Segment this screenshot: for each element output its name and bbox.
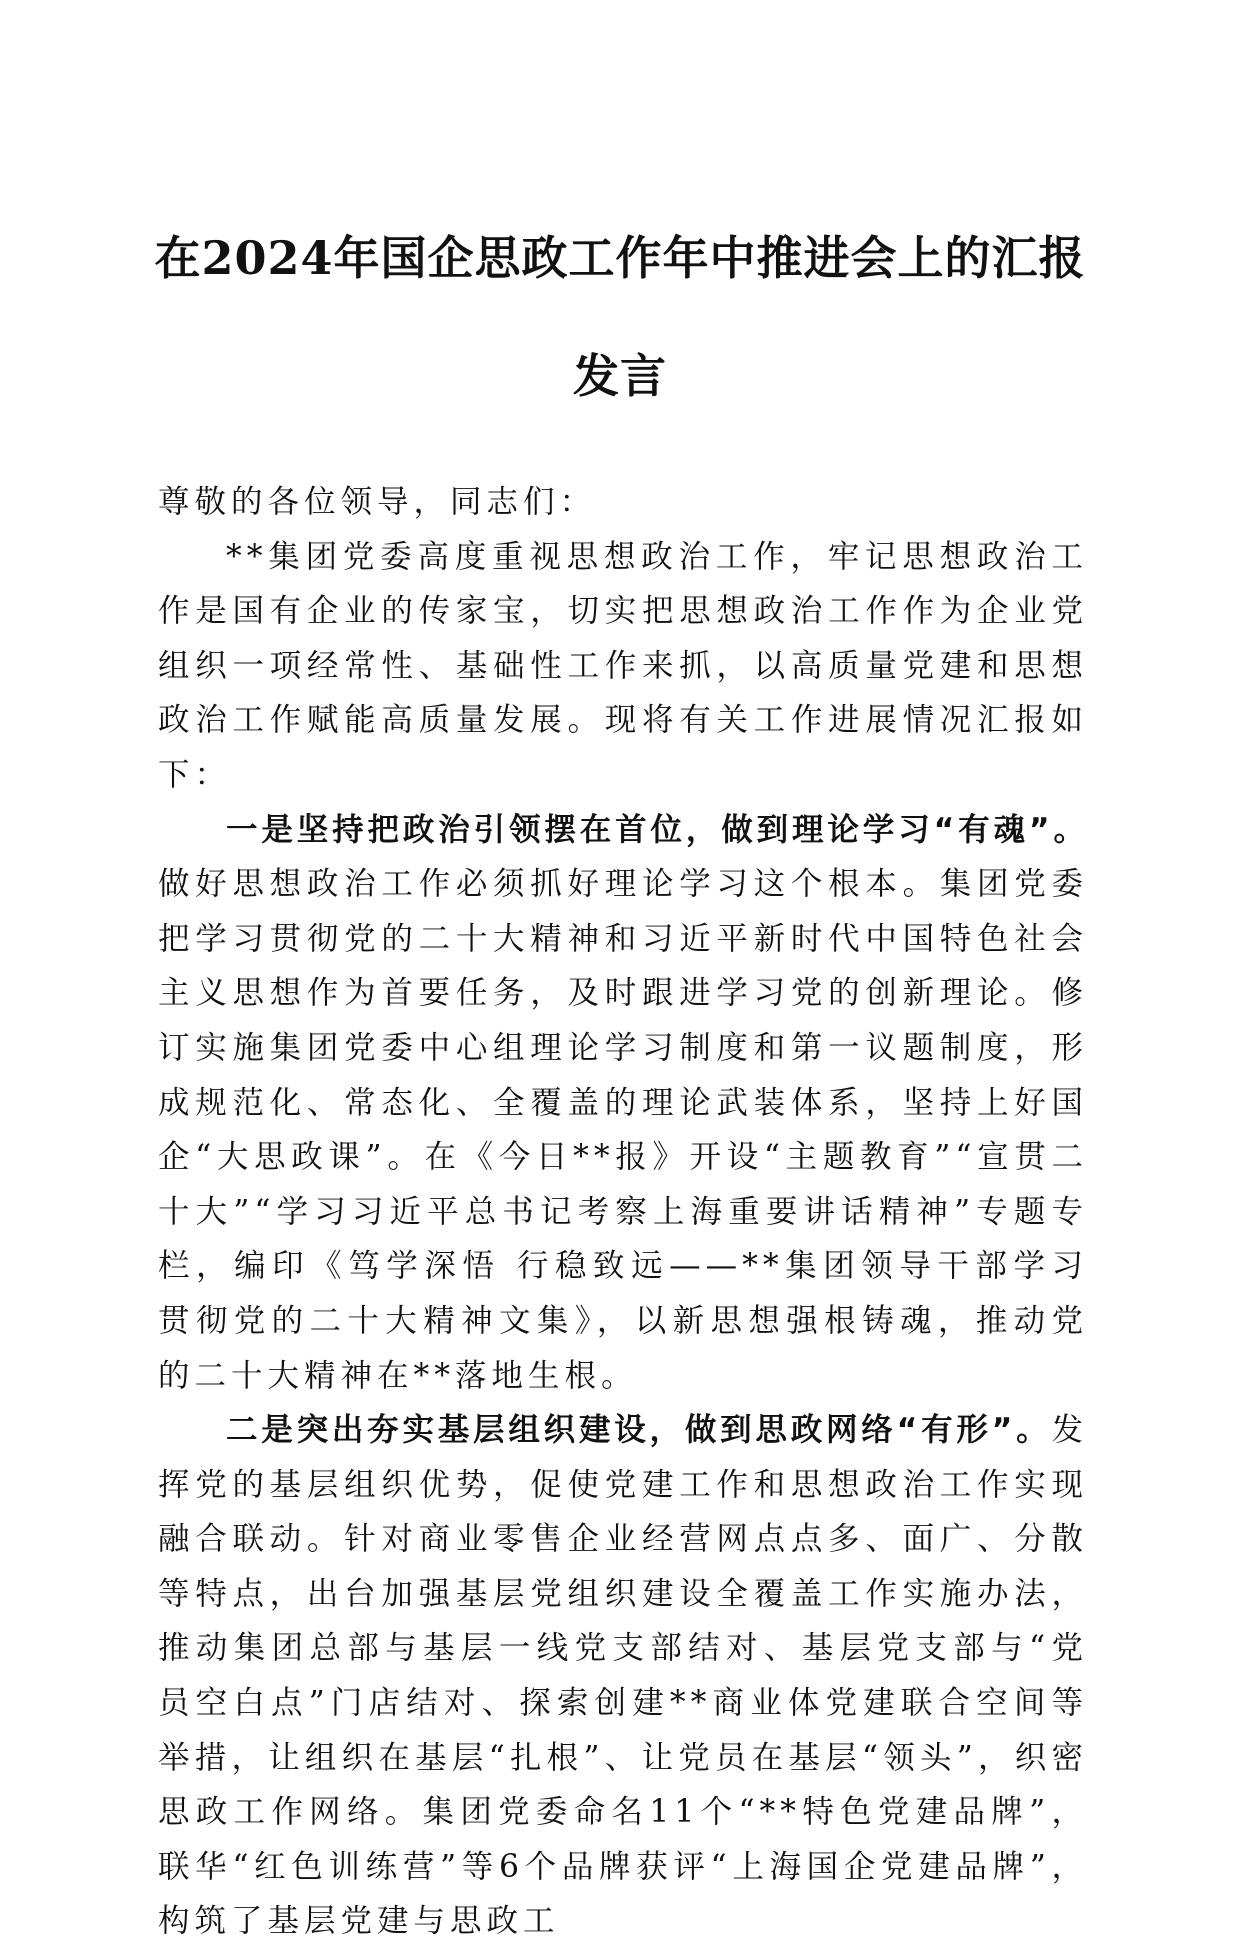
intro-paragraph	[158, 530, 1088, 803]
document-body	[158, 475, 1088, 1949]
paragraph-text: **集团党委高度重视思想政治工作，牢记思想政治工作是国有企业的传家宝，切实把思想政治工作作为企业党组织一项经常性、基础性工作来抓，以高质量党建和思想政治工作赋能高质量发展。现将有关工作进展情况汇报如下：	[158, 538, 1088, 793]
section-1-paragraph	[158, 803, 1088, 1404]
document-title-line-2: 发言	[573, 349, 667, 403]
section-2-text: 发挥党的基层组织优势，促使党建工作和思想政治工作实现融合联动。针对商业零售企业经营网点点多、面广、分散等特点，出台加强基层党组织建设全覆盖工作实施办法，推动集团总部与基层一线党支部结对、基层党支部与“党员空白点”门店结对、探索创建**商业体党建联合空间等举措，让组织在基层“扎根”、让党员在基层“领头”，织密思政工作网络。集团党委命名11个“**特色党建品牌”，联华“红色训练营”等6个品牌获评“上海国企党建品牌”，构筑了基层党建与思政工	[158, 1412, 1088, 1940]
section-1-heading: 一是坚持把政治引领摆在首位，做到理论学习“有魂”。	[226, 811, 1088, 848]
salutation: 尊敬的各位领导，同志们：	[158, 484, 597, 520]
document-title-line-1: 在2024年国企思政工作年中推进会上的汇报	[154, 231, 1086, 285]
section-1-text: 做好思想政治工作必须抓好理论学习这个根本。集团党委把学习贯彻党的二十大精神和习近平新时代中国特色社会主义思想作为首要任务，及时跟进学习党的创新理论。修订实施集团党委中心组理论学习制度和第一议题制度，形成规范化、常态化、全覆盖的理论武装体系，坚持上好国企“大思政课”。在《今日**报》开设“主题教育”“宣贯二十大”“学习习近平总书记考察上海重要讲话精神”专题专栏，编印《笃学深悟 行稳致远——**集团领导干部学习贯彻党的二十大精神文集》，以新思想强根铸魂，推动党的二十大精神在**落地生根。	[158, 866, 1088, 1394]
section-2-heading: 二是突出夯实基层组织建设，做到思政网络“有形”。	[226, 1412, 1052, 1449]
section-2-paragraph	[158, 1403, 1088, 1949]
